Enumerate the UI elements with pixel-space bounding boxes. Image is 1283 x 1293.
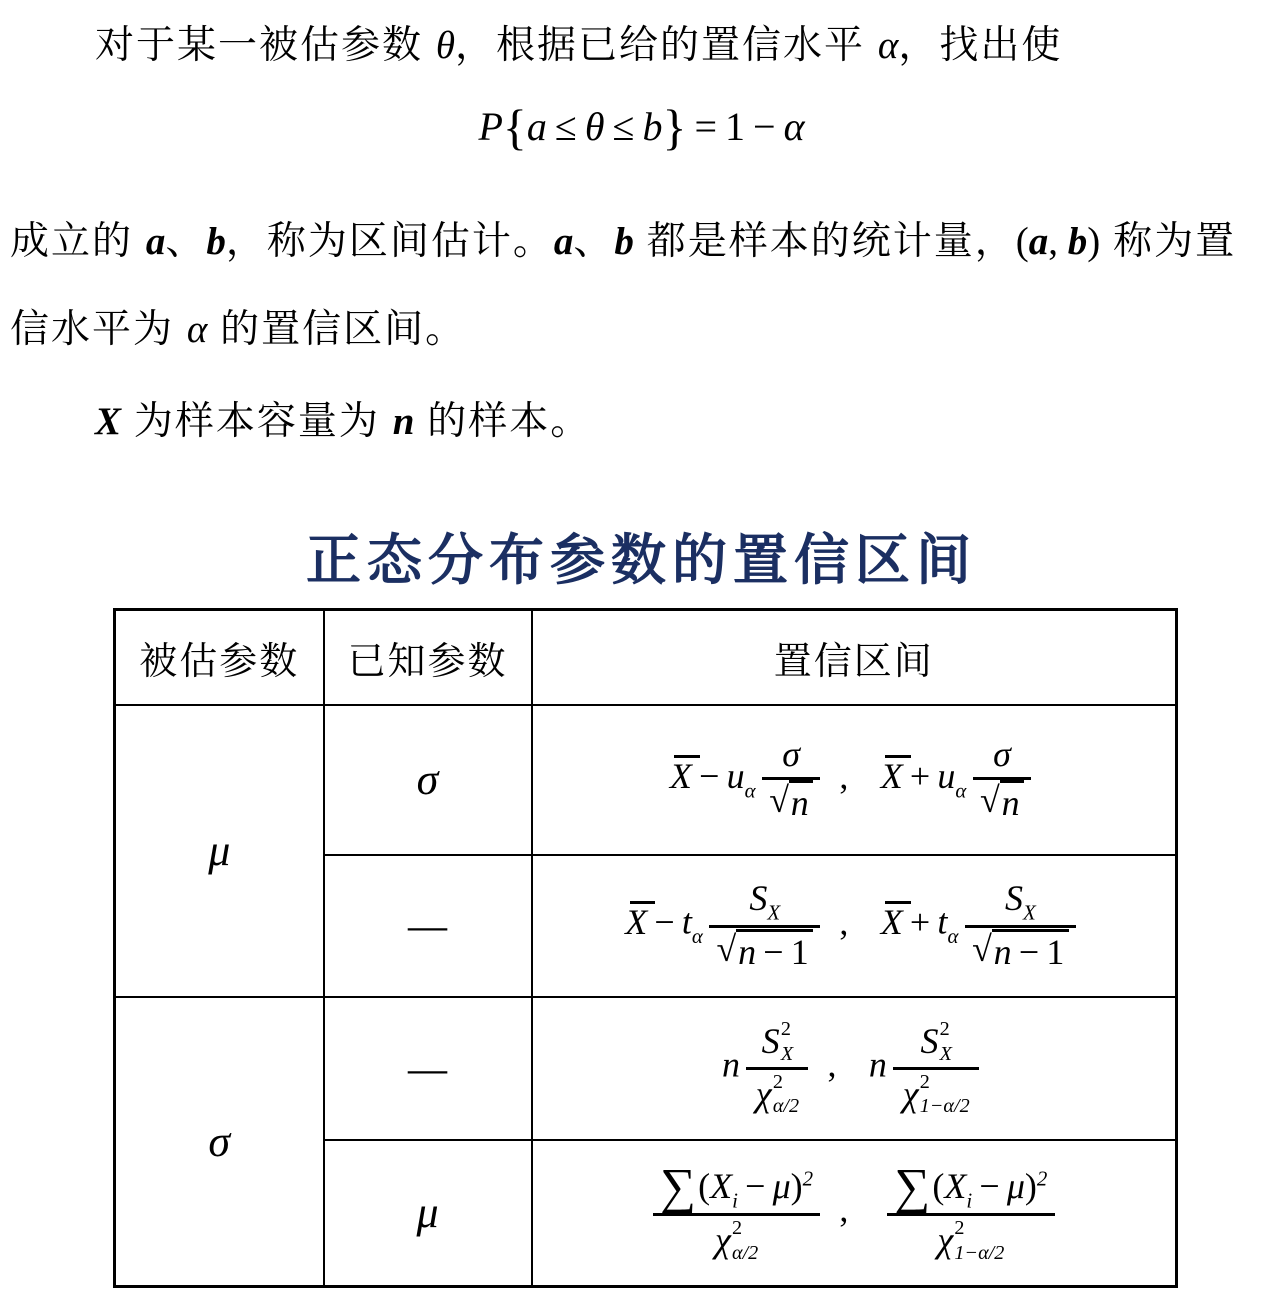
- math-supsub: [715, 1216, 758, 1264]
- text-run: 的置信区间。: [207, 308, 467, 351]
- col-header-estimated-parameter: 被估参数: [115, 610, 324, 705]
- math-sqrt: [980, 780, 1024, 824]
- math-mo: −: [753, 104, 776, 149]
- col-header-confidence-interval: 置信区间: [532, 610, 1177, 705]
- math-up: (: [932, 1165, 945, 1206]
- math-mi: n: [790, 783, 809, 824]
- math-num: [746, 1017, 808, 1067]
- math-msub: i: [966, 1188, 973, 1213]
- math-fraction: [653, 1157, 820, 1266]
- math-msup: 2: [802, 1166, 814, 1191]
- math-rad: [1000, 780, 1024, 824]
- text-run: b: [614, 220, 634, 263]
- math-msub: X: [767, 900, 781, 925]
- known-param-dash-2: —: [324, 997, 532, 1140]
- math-mi: t: [681, 901, 692, 942]
- math-up: 1: [790, 931, 809, 972]
- math-sqrt: [717, 929, 814, 973]
- known-param-mu: μ: [324, 1140, 532, 1287]
- text-run: a: [553, 220, 574, 263]
- math-supsub: [762, 1017, 794, 1065]
- math-fraction: [709, 877, 820, 974]
- math-mi: S: [749, 877, 768, 918]
- math-mo: −: [745, 1165, 766, 1206]
- math-mi: t: [937, 901, 948, 942]
- math-msub: α: [691, 924, 703, 949]
- math-sp: 2: [732, 1217, 743, 1240]
- math-up: ): [1024, 1165, 1037, 1206]
- math-den: [709, 925, 820, 974]
- math-msub: α: [947, 924, 959, 949]
- intro-paragraph-2-line2: [10, 298, 466, 354]
- math-mi: n: [1001, 783, 1020, 824]
- math-ssb: S: [920, 1020, 939, 1061]
- math-fraction: [893, 1017, 979, 1120]
- math-stack: [773, 1070, 799, 1118]
- math-mi: X: [710, 1165, 733, 1206]
- math-mi: u: [937, 755, 956, 796]
- text-run: X: [95, 400, 122, 443]
- section-title: 正态分布参数的置信区间: [305, 529, 977, 591]
- math-rad: [736, 929, 813, 973]
- math-ssb: χ: [902, 1073, 919, 1114]
- math-num: [973, 734, 1031, 777]
- math-ssb: S: [761, 1020, 780, 1061]
- math-stack: [940, 1017, 952, 1065]
- math-stack: [954, 1216, 1004, 1264]
- text-run: 、: [165, 220, 207, 263]
- math-mi: θ: [584, 104, 605, 149]
- text-run: a: [1028, 220, 1049, 263]
- text-run: b: [206, 220, 226, 263]
- math-comma: ,: [839, 1189, 849, 1230]
- interval-formula-sigma-unknown-mu: [532, 997, 1177, 1140]
- intro-paragraph-3: [95, 390, 591, 446]
- math-mi: u: [726, 755, 745, 796]
- math-rad: [992, 929, 1069, 973]
- math-mi: X: [880, 901, 903, 942]
- math-mo: ≤: [554, 104, 577, 149]
- text-run: n: [392, 400, 415, 443]
- math-mo: +: [909, 755, 931, 796]
- text-run: ，称为区间估计。: [225, 220, 554, 263]
- math-ssb: χ: [755, 1073, 772, 1114]
- text-run: ，根据已给的置信水平: [455, 24, 878, 67]
- text-run: ,: [1048, 220, 1068, 263]
- math-sum: ∑: [894, 1157, 931, 1214]
- math-up: ): [790, 1165, 803, 1206]
- math-mi: X: [944, 1165, 967, 1206]
- math-up: (: [698, 1165, 711, 1206]
- known-param-sigma: σ: [324, 705, 532, 855]
- math-mi: n: [993, 931, 1012, 972]
- math-fraction: [973, 734, 1031, 826]
- radical-sign-icon: √: [716, 928, 737, 969]
- math-supsub: [937, 1216, 1004, 1264]
- estimated-param-mu: μ: [115, 705, 324, 997]
- intro-paragraph-2-line1: [10, 210, 1236, 266]
- math-mo: =: [694, 104, 717, 149]
- math-sp: 2: [772, 1071, 783, 1094]
- math-den: [762, 777, 820, 826]
- math-brace: {: [502, 99, 527, 155]
- math-supsub: [920, 1017, 952, 1065]
- text-run: θ: [435, 24, 456, 67]
- text-run: α: [877, 24, 899, 67]
- math-sb: 1−α/2: [919, 1095, 970, 1118]
- math-mi: X: [625, 901, 648, 942]
- math-mi: μ: [772, 1165, 791, 1206]
- text-run: 、: [573, 220, 615, 263]
- math-sp: 2: [919, 1071, 930, 1094]
- text-run: 成立的: [10, 220, 146, 263]
- radical-sign-icon: √: [972, 928, 992, 969]
- math-mi: b: [642, 104, 663, 149]
- math-msup: 2: [1036, 1166, 1048, 1191]
- math-sp: 2: [954, 1217, 965, 1240]
- math-msub: X: [1022, 900, 1036, 925]
- math-ssb: χ: [937, 1219, 954, 1260]
- math-sqrt: [972, 929, 1069, 973]
- math-num: [709, 877, 820, 925]
- table-row: [115, 705, 1177, 855]
- math-comma: ,: [839, 755, 849, 796]
- math-sb: α/2: [772, 1095, 800, 1118]
- math-den: [893, 1067, 979, 1120]
- table-header-row: [115, 610, 1177, 705]
- math-mo: +: [909, 901, 931, 942]
- math-mo: ≤: [612, 104, 635, 149]
- interval-formula-mu-unknown-sigma: [532, 855, 1177, 997]
- estimated-param-sigma: σ: [115, 997, 324, 1287]
- radical-sign-icon: √: [769, 780, 789, 821]
- table-row: [115, 997, 1177, 1140]
- math-mo: −: [654, 901, 675, 942]
- radical-sign-icon: √: [980, 780, 1000, 821]
- math-sp: 2: [939, 1018, 950, 1041]
- math-mi: n: [868, 1044, 887, 1085]
- math-den: [746, 1067, 808, 1120]
- math-fraction: [746, 1017, 808, 1120]
- math-den: [965, 925, 1076, 974]
- math-up: 1: [1046, 931, 1065, 972]
- text-run: a: [145, 220, 166, 263]
- math-sp: 2: [780, 1018, 791, 1041]
- text-run: (: [1015, 220, 1029, 263]
- math-den: [973, 777, 1031, 826]
- text-run: 信水平为: [10, 308, 187, 351]
- math-den: [887, 1213, 1054, 1266]
- math-fraction: [965, 877, 1076, 974]
- text-run: ，找出使: [898, 24, 1063, 67]
- math-mo: −: [1018, 931, 1040, 972]
- math-num: [653, 1157, 820, 1214]
- math-supsub: [903, 1070, 970, 1118]
- math-mo: −: [763, 931, 784, 972]
- text-run: α: [186, 308, 208, 351]
- math-sqrt: [769, 780, 813, 824]
- text-run: ): [1087, 220, 1101, 263]
- math-msub: i: [732, 1188, 738, 1213]
- math-mi: n: [721, 1044, 740, 1085]
- math-ssb: χ: [714, 1219, 731, 1260]
- math-stack: [781, 1017, 793, 1065]
- math-rad: [789, 780, 813, 824]
- math-stack: [732, 1216, 758, 1264]
- math-fraction: [887, 1157, 1054, 1266]
- col-header-known-parameter: 已知参数: [324, 610, 532, 705]
- math-fraction: [762, 734, 820, 826]
- math-sb: X: [780, 1042, 794, 1065]
- math-sb: 1−α/2: [954, 1241, 1005, 1264]
- math-mi: S: [1004, 877, 1023, 918]
- text-run: 的样本。: [414, 400, 592, 443]
- text-run: b: [1067, 220, 1088, 263]
- text-run: 称为置: [1100, 220, 1237, 263]
- math-num: [762, 734, 820, 777]
- math-comma: ,: [827, 1044, 837, 1085]
- math-mi: σ: [782, 734, 801, 775]
- math-msub: α: [744, 778, 756, 803]
- interval-formula-mu-known-sigma: [532, 705, 1177, 855]
- math-mi: α: [783, 104, 805, 149]
- text-run: 都是样本的统计量，: [633, 220, 1016, 263]
- math-mi: σ: [993, 734, 1011, 775]
- math-brace: }: [662, 99, 687, 155]
- math-num: [887, 1157, 1054, 1214]
- text-run: 对于某一被估参数: [95, 24, 436, 67]
- math-mo: −: [979, 1165, 1000, 1206]
- math-mi: a: [526, 104, 547, 149]
- math-stack: [920, 1070, 970, 1118]
- math-supsub: [756, 1070, 799, 1118]
- known-param-dash-1: —: [324, 855, 532, 997]
- math-sb: X: [939, 1042, 952, 1065]
- math-mi: P: [478, 104, 503, 149]
- math-den: [653, 1213, 820, 1266]
- confidence-interval-table: [113, 608, 1178, 1288]
- interval-formula-sigma-known-mu: [532, 1140, 1177, 1287]
- math-comma: ,: [839, 901, 849, 942]
- intro-paragraph-1: [95, 14, 1062, 70]
- math-mi: X: [669, 755, 692, 796]
- math-sum: ∑: [660, 1157, 697, 1214]
- text-run: 为样本容量为: [121, 400, 393, 443]
- math-num: [893, 1017, 979, 1067]
- math-mi: X: [880, 755, 903, 796]
- math-num: [965, 877, 1076, 925]
- math-mi: n: [738, 931, 757, 972]
- probability-display-formula: [0, 98, 1283, 156]
- math-mi: μ: [1006, 1165, 1025, 1206]
- math-mo: −: [699, 755, 720, 796]
- math-up: 1: [725, 104, 745, 149]
- math-msub: α: [955, 778, 967, 803]
- math-sb: α/2: [732, 1241, 759, 1264]
